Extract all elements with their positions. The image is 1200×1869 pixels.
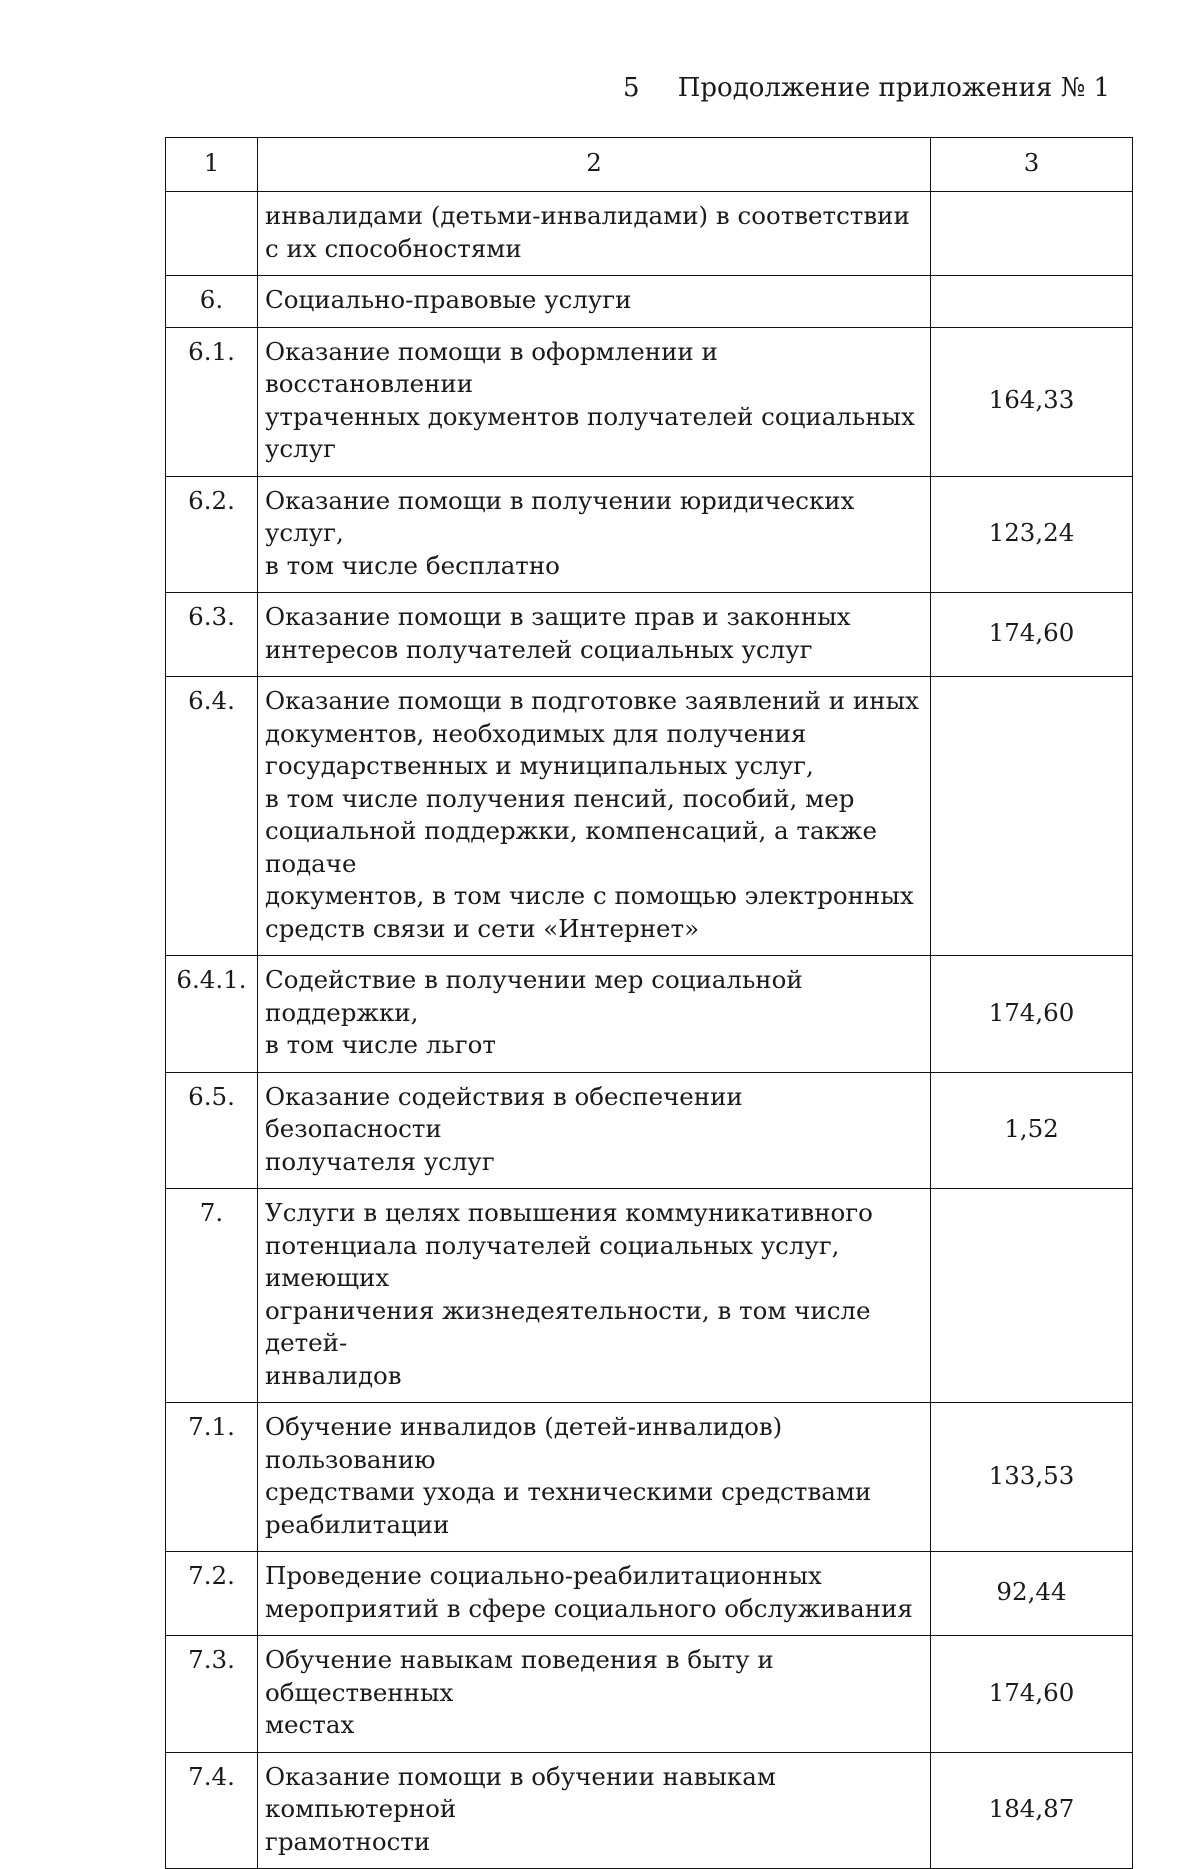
row-price: 92,44	[931, 1552, 1133, 1636]
services-table	[165, 137, 1133, 1869]
row-price: 174,60	[931, 593, 1133, 677]
table-row	[166, 956, 1133, 1073]
row-description: Оказание помощи в защите прав и законных интересов получателей социальных услуг	[258, 593, 931, 677]
row-price: 1,52	[931, 1072, 1133, 1189]
row-description: Услуги в целях повышения коммуникативного потенциала получателей социальных услуг, имеющих ограничения жизнедеятельности, в том числе детей- инвалидов	[258, 1189, 931, 1403]
table-row	[166, 1752, 1133, 1869]
row-number: 6.4.	[166, 677, 258, 956]
row-description: Оказание содействия в обеспечении безопасности получателя услуг	[258, 1072, 931, 1189]
continuation-label: Продолжение приложения № 1	[677, 73, 1110, 103]
table-row	[166, 1403, 1133, 1552]
table-row	[166, 192, 1133, 276]
row-number: 7.4.	[166, 1752, 258, 1869]
row-description: Оказание помощи в подготовке заявлений и иных документов, необходимых для получения государственных и муниципальных услуг, в том числе получения пенсий, пособий, мер социальной поддержки, компенсаций, а также подаче документов, в том числе с помощью электронных средств связи и сети «Интернет»	[258, 677, 931, 956]
row-description: Обучение инвалидов (детей-инвалидов) пользованию средствами ухода и техническими средствами реабилитации	[258, 1403, 931, 1552]
table-row	[166, 1189, 1133, 1403]
row-price: 123,24	[931, 476, 1133, 593]
row-description: Социально-правовые услуги	[258, 276, 931, 328]
row-number: 6.4.1.	[166, 956, 258, 1073]
table-row	[166, 1636, 1133, 1753]
row-price	[931, 1189, 1133, 1403]
row-description: Оказание помощи в получении юридических услуг, в том числе бесплатно	[258, 476, 931, 593]
table-row	[166, 1552, 1133, 1636]
table-row	[166, 593, 1133, 677]
row-number: 6.5.	[166, 1072, 258, 1189]
row-price	[931, 192, 1133, 276]
row-number: 6.1.	[166, 327, 258, 476]
row-number: 7.2.	[166, 1552, 258, 1636]
row-price: 174,60	[931, 1636, 1133, 1753]
table-header-row	[166, 138, 1133, 192]
row-number: 6.2.	[166, 476, 258, 593]
row-description: инвалидами (детьми-инвалидами) в соответствии с их способностями	[258, 192, 931, 276]
row-price: 184,87	[931, 1752, 1133, 1869]
table-row	[166, 1072, 1133, 1189]
column-header-price: 3	[931, 138, 1133, 192]
row-number	[166, 192, 258, 276]
row-number: 7.3.	[166, 1636, 258, 1753]
page-number: 5	[623, 73, 640, 103]
table-row	[166, 476, 1133, 593]
row-description: Оказание помощи в оформлении и восстановлении утраченных документов получателей социальных услуг	[258, 327, 931, 476]
table-row	[166, 327, 1133, 476]
table-row	[166, 677, 1133, 956]
row-price: 174,60	[931, 956, 1133, 1073]
row-description: Проведение социально-реабилитационных мероприятий в сфере социального обслуживания	[258, 1552, 931, 1636]
column-header-description: 2	[258, 138, 931, 192]
row-description: Содействие в получении мер социальной поддержки, в том числе льгот	[258, 956, 931, 1073]
column-header-number: 1	[166, 138, 258, 192]
row-number: 6.	[166, 276, 258, 328]
row-description: Оказание помощи в обучении навыкам компьютерной грамотности	[258, 1752, 931, 1869]
row-price: 164,33	[931, 327, 1133, 476]
row-number: 7.	[166, 1189, 258, 1403]
row-number: 6.3.	[166, 593, 258, 677]
row-description: Обучение навыкам поведения в быту и общественных местах	[258, 1636, 931, 1753]
row-price	[931, 276, 1133, 328]
row-price	[931, 677, 1133, 956]
row-price: 133,53	[931, 1403, 1133, 1552]
table-row	[166, 276, 1133, 328]
row-number: 7.1.	[166, 1403, 258, 1552]
